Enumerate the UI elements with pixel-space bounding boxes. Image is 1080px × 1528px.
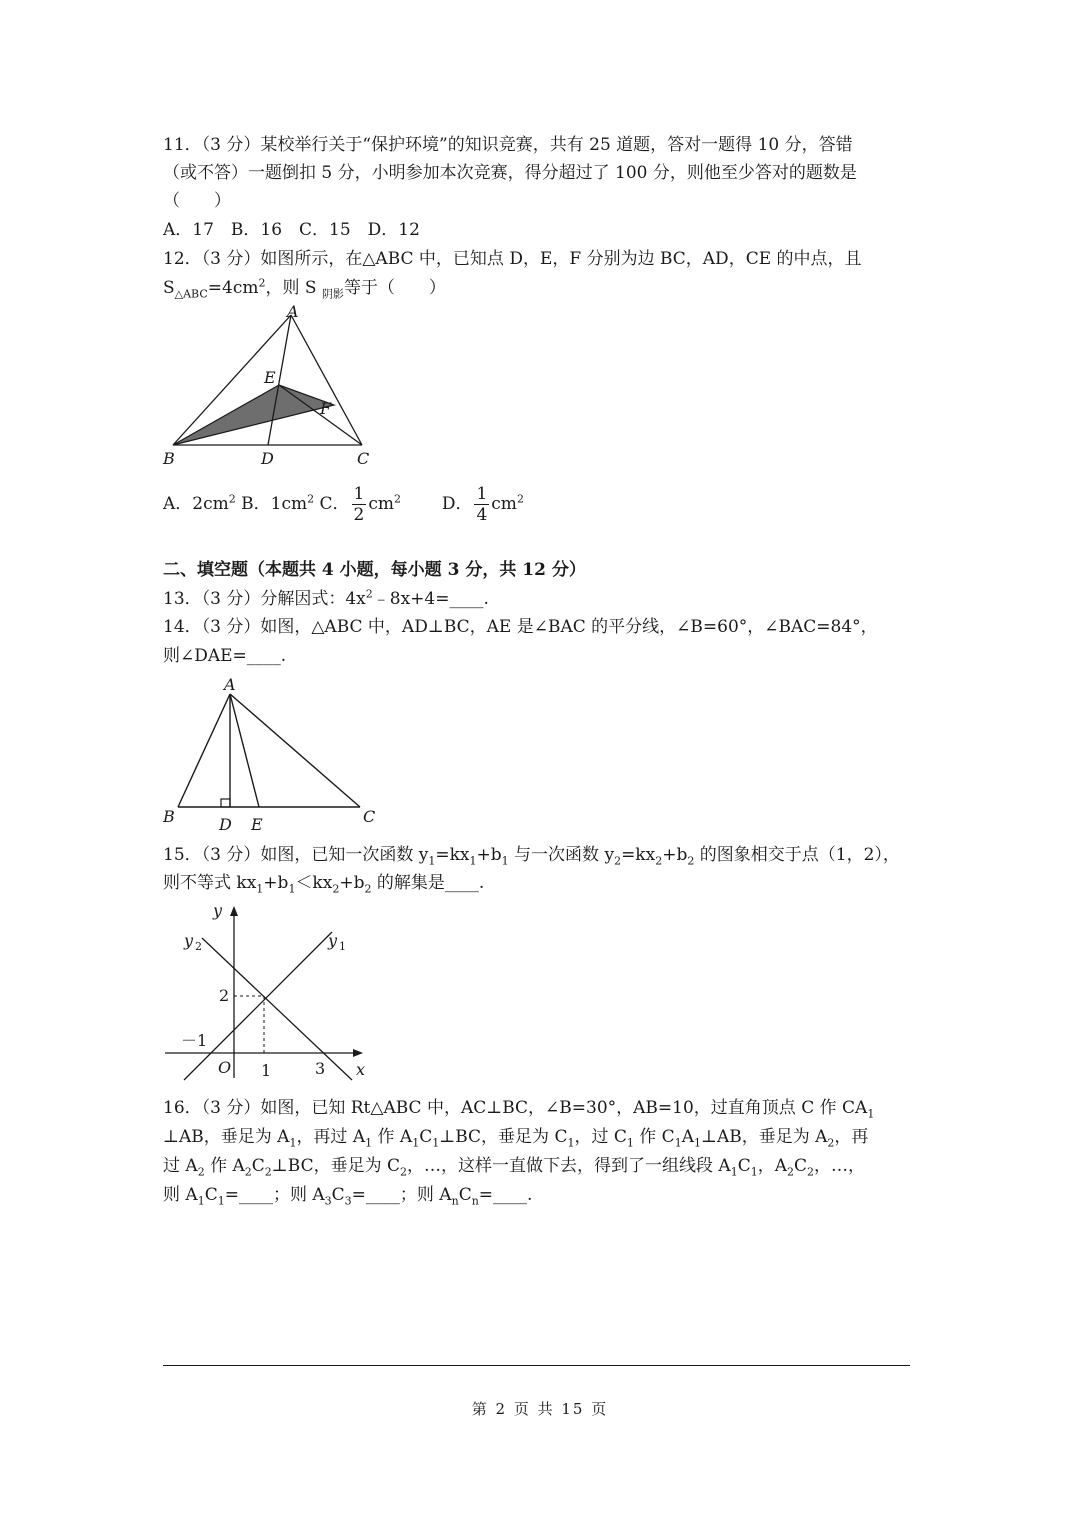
line-y1 — [184, 932, 332, 1080]
tick-label-2: 2 — [219, 986, 230, 1005]
bisector-ae — [230, 694, 259, 807]
svg-text:1: 1 — [339, 940, 346, 953]
label-e: E — [251, 815, 263, 834]
q11-line3: （ ） — [163, 191, 231, 211]
q16-line2: ⊥AB，垂足为 $A_1$，再过 $A_1$ 作 $A_1C_1\perp BC$，垂足为 $C_1$，过 $C_1$ 作 $C_1A_1\perp AB$，垂足为 $A_2$，再 — [163, 1127, 869, 1150]
q12-options: A．$2cm^2$ B．$1cm^2$ C． $\frac{1}{2}$ $cm^2$ D． $\frac{1}{4}$ $cm^2$ — [163, 484, 524, 525]
q14-line1: 14．（3 分）如图，△ABC 中，AD⊥BC，AE 是∠BAC 的平分线，∠B=60°，∠BAC=84°， — [163, 617, 878, 637]
q16-line4: 则 $A_1C_1=\_\_\_\_$；则 $A_3C_3=\_\_\_\_$；则 $A_nC_n=\_\_\_\_$. — [163, 1185, 533, 1208]
label-e: E — [264, 368, 276, 387]
x-axis-arrow — [353, 1049, 363, 1057]
right-angle-mark — [221, 799, 230, 807]
label-origin: O — [218, 1058, 232, 1077]
side-ac — [291, 315, 362, 445]
q14-line2: 则∠DAE=____. — [163, 646, 287, 666]
q15-function-graph — [160, 900, 380, 1090]
q12-line2: $S_{\triangle ABC}=4cm^2$，则 S $_{阴影}$等于（ ） — [163, 276, 446, 301]
q11-line1: 11．（3 分）某校举行关于“保护环境”的知识竞赛，共有 25 道题，答对一题得 10 分，答错 — [163, 135, 853, 155]
label-a: A — [224, 675, 236, 694]
label-d: D — [219, 815, 232, 834]
q16-line3: 过 $A_2$ 作 $A_2C_2\perp BC$，垂足为 $C_2$，…，这样一直做下去，得到了一组线段 $A_1C_1$，$A_2C_2$，…， — [163, 1156, 866, 1179]
tick-label-neg1: －1 — [181, 1031, 208, 1050]
shaded-triangle — [173, 385, 334, 445]
label-b: B — [163, 807, 175, 826]
q15-line2: 则不等式 $kx_1+b_1<kx_2+b_2$ 的解集是____. — [163, 873, 485, 896]
label-y1: y — [328, 931, 338, 950]
q11-options: A．17 B．16 C．15 D．12 — [163, 220, 420, 240]
label-c: C — [363, 807, 376, 826]
side-ac — [230, 694, 360, 807]
q14-triangle-figure — [160, 674, 385, 834]
axis-label-y: y — [213, 901, 223, 920]
q11-line2: （或不答）一题倒扣 5 分，小明参加本次竞赛，得分超过了 100 分，则他至少答对的题数是 — [163, 163, 857, 183]
label-f: F — [320, 399, 332, 418]
tick-label-3: 3 — [315, 1059, 326, 1078]
label-d: D — [261, 449, 274, 468]
q12-line1: 12．（3 分）如图所示，在△ABC 中，已知点 D，E，F 分别为边 BC，AD，CE 的中点，且 — [163, 249, 862, 269]
page-footer: 第 2 页 共 15 页 — [471, 1400, 609, 1418]
footer-rule — [163, 1365, 910, 1366]
label-b: B — [163, 449, 175, 468]
section-heading: 二、填空题（本题共 4 小题，每小题 3 分，共 12 分） — [163, 560, 586, 580]
side-ab — [178, 694, 230, 807]
axis-label-x: x — [356, 1060, 366, 1079]
y-axis-arrow — [230, 906, 238, 916]
svg-text:2: 2 — [195, 940, 202, 953]
q15-line1: 15．（3 分）如图，已知一次函数 $y_1=kx_1+b_1$ 与一次函数 $y_2=kx_2+b_2$ 的图象相交于点（1，2）， — [163, 845, 900, 868]
label-a: A — [287, 302, 299, 321]
label-c: C — [357, 449, 370, 468]
tick-label-1: 1 — [261, 1061, 272, 1080]
q13-line: 13．（3 分）分解因式：$4x^2﹣8x+4=\_\_\_\_$. — [163, 587, 489, 609]
q16-line1: 16．（3 分）如图，已知 Rt△ABC 中，AC⊥BC，∠B=30°，AB=10，过直角顶点 C 作 $CA_1$ — [163, 1098, 875, 1121]
label-y2: y — [184, 931, 194, 950]
q12-triangle-figure — [160, 302, 380, 470]
